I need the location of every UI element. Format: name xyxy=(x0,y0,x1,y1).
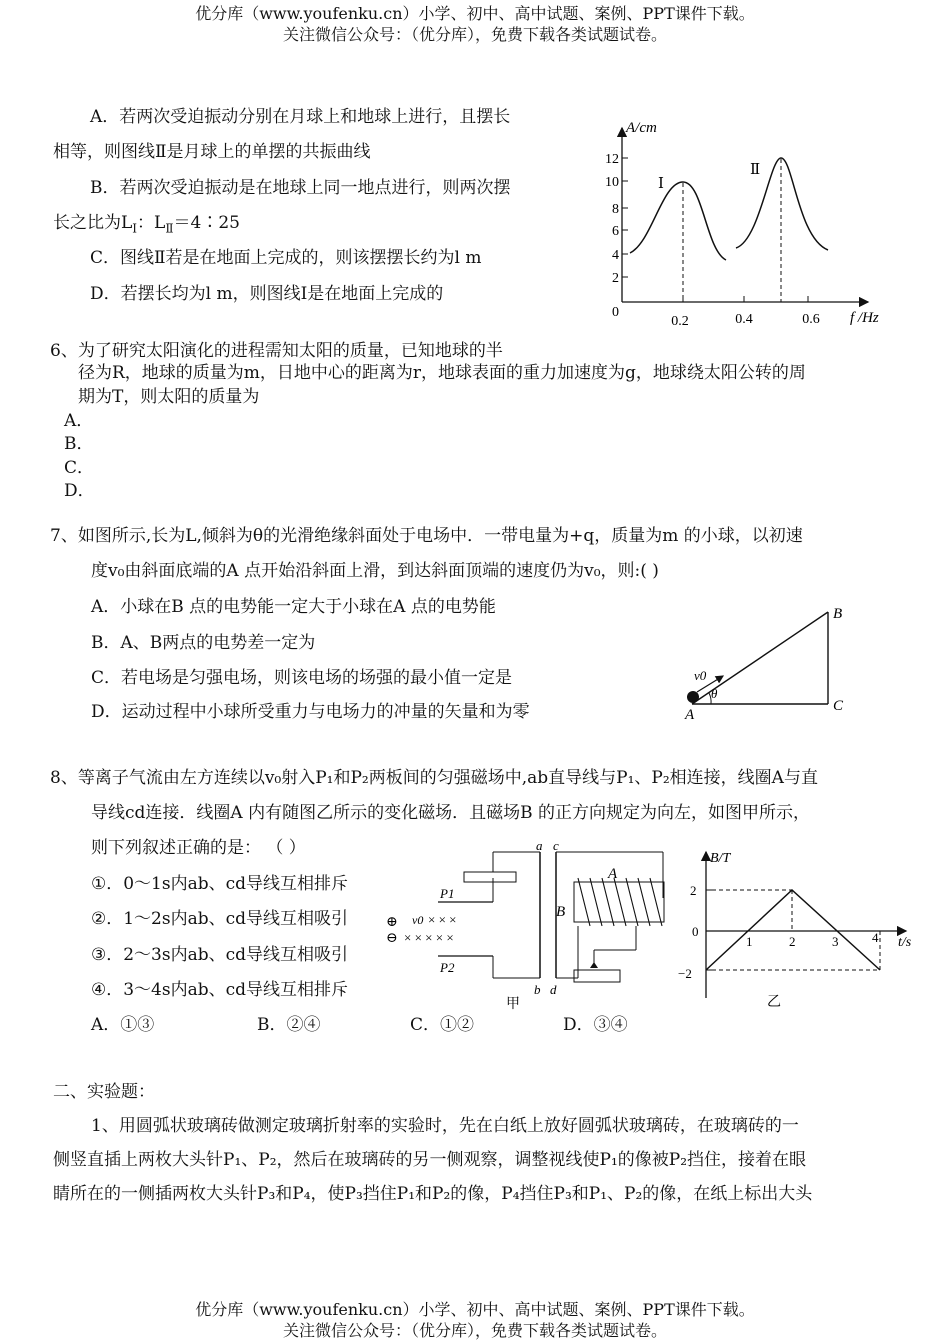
p2-label: P2 xyxy=(440,960,455,975)
q6-line2: 径为R，地球的质量为m，日地中心的距离为r，地球表面的重力加速度为g，地球绕太阳公转的周 xyxy=(78,363,806,383)
experiment-line2: 侧竖直插上两枚大头针P₁、P₂，然后在玻璃砖的另一侧观察，调整视线使P₁的像被P₂挡住，接着在眼 xyxy=(53,1150,807,1170)
q8-statement-3: ③．2～3s内ab、cd导线互相吸引 xyxy=(91,945,349,965)
bt-ytick-minus2: −2 xyxy=(678,966,692,981)
bt-xtick-2: 2 xyxy=(789,934,796,949)
experiment-title: 二、实验题： xyxy=(53,1082,155,1102)
header-line-2: 关注微信公众号：（优分库），免费下载各类试题试卷。 xyxy=(282,25,667,44)
bt-ytick-2: 2 xyxy=(690,883,697,898)
q8-line2: 导线cd连接．线圈A 内有随图乙所示的变化磁场．且磁场B 的正方向规定为向左，如图甲所示， xyxy=(91,803,810,823)
point-b-wire-label: b xyxy=(534,982,541,997)
field-cross-row1: × × × xyxy=(428,912,457,927)
graph-ytick-4: 4 xyxy=(612,248,619,263)
q8-option-b: B．②④ xyxy=(257,1015,321,1035)
p1-label: P1 xyxy=(440,886,455,901)
figure-yi-caption: 乙 xyxy=(767,995,781,1010)
resonance-curve-graph xyxy=(590,110,900,335)
graph-ytick-10: 10 xyxy=(605,175,619,190)
coil-a-label: A xyxy=(608,866,618,882)
graph-ytick-8: 8 xyxy=(612,202,619,217)
q5-option-a-line1: A．若两次受迫振动分别在月球上和地球上进行，且摆长 xyxy=(90,107,511,127)
v0-label: v0 xyxy=(412,913,424,927)
point-c-label: C xyxy=(833,698,844,714)
graph-ytick-2: 2 xyxy=(612,271,619,286)
graph-y-label: A/cm xyxy=(626,120,657,136)
q8-line3: 则下列叙述正确的是： （ ） xyxy=(91,838,306,858)
q5-option-d: D．若摆长均为l m，则图线Ⅰ是在地面上完成的 xyxy=(90,284,444,304)
bt-y-label: B/T xyxy=(710,851,731,866)
footer-line-2: 关注微信公众号：（优分库），免费下载各类试题试卷。 xyxy=(282,1321,667,1340)
q8-option-d: D．③④ xyxy=(563,1015,628,1035)
q6-option-d: D． xyxy=(64,481,95,501)
figure-yi-bt-graph xyxy=(672,846,922,1014)
resonance-curve-1 xyxy=(630,182,726,260)
graph-ytick-6: 6 xyxy=(612,224,619,239)
angle-label: θ xyxy=(711,686,718,701)
q6-option-c: C． xyxy=(64,458,95,478)
q6-option-b: B． xyxy=(64,434,94,454)
point-a-wire-label: a xyxy=(536,838,543,853)
q5-option-a-line2: 相等，则图线Ⅱ是月球上的单摆的共振曲线 xyxy=(53,142,371,162)
q5-ratio-mid: ：L xyxy=(137,213,166,233)
q7-option-d: D．运动过程中小球所受重力与电场力的冲量的矢量和为零 xyxy=(91,702,530,722)
q6-line3: 期为T，则太阳的质量为 xyxy=(78,387,260,407)
q6-option-a: A． xyxy=(64,411,94,431)
q7-option-c: C．若电场是匀强电场，则该电场的场强的最小值一定是 xyxy=(91,668,513,688)
header-line-1: 优分库（www.youfenku.cn）小学、初中、高中试题、案例、PPT课件下载。 xyxy=(195,4,755,23)
q7-line1: 7、如图所示,长为L,倾斜为θ的光滑绝缘斜面处于电场中．一带电量为+q，质量为m 的小球，以初速 xyxy=(50,526,803,546)
field-b-label: B xyxy=(556,904,566,920)
graph-ytick-12: 12 xyxy=(605,152,619,167)
q7-option-b: B．A、B两点的电势差一定为 xyxy=(91,633,316,653)
figure-jia-circuit xyxy=(378,838,688,1013)
q5-ratio-start: 长之比为L xyxy=(53,213,133,233)
negative-ion-icon: ⊖ xyxy=(386,931,398,946)
q8-option-a: A．①③ xyxy=(91,1015,155,1035)
rheostat-slider-icon xyxy=(590,962,598,968)
q8-line1: 8、等离子气流由左方连续以v₀射入P₁和P₂两板间的匀强磁场中,ab直导线与P₁、P₂相连接，线圈A与直 xyxy=(50,768,818,788)
bt-xtick-4: 4 xyxy=(872,930,879,945)
q8-statement-2: ②．1～2s内ab、cd导线互相吸引 xyxy=(91,909,349,929)
rheostat xyxy=(574,970,620,982)
coil-windings xyxy=(578,878,662,926)
experiment-line3: 睛所在的一侧插两枚大头针P₃和P₄，使P₃挡住P₁和P₂的像，P₄挡住P₃和P₁、P₂的像，在纸上标出大头 xyxy=(53,1184,813,1204)
bt-ytick-0: 0 xyxy=(692,924,699,939)
charged-ball xyxy=(687,691,699,703)
q8-option-c: C．①② xyxy=(410,1015,475,1035)
bt-x-label: t/s xyxy=(898,935,912,950)
q5-ratio-sub1: Ⅰ xyxy=(132,221,138,236)
point-a-label: A xyxy=(685,707,695,723)
graph-xtick-0.2: 0.2 xyxy=(671,314,689,329)
bt-field-line xyxy=(706,890,880,970)
figure-jia-caption: 甲 xyxy=(506,997,520,1012)
graph-xtick-0.6: 0.6 xyxy=(802,312,820,327)
graph-origin: 0 xyxy=(612,305,619,320)
graph-x-label: f /Hz xyxy=(850,310,879,326)
positive-ion-icon: ⊕ xyxy=(386,915,398,930)
curve-1-label: Ⅰ xyxy=(658,176,664,192)
curve-2-label: Ⅱ xyxy=(750,162,761,178)
q8-statement-1: ①．0～1s内ab、cd导线互相排斥 xyxy=(91,874,349,894)
field-cross-row2: × × × × × xyxy=(404,930,454,945)
p1-resistor xyxy=(464,872,516,882)
q5-ratio-end: ＝4∶25 xyxy=(173,213,240,233)
point-b-label: B xyxy=(833,606,843,622)
q6-line1: 6、为了研究太阳演化的进程需知太阳的质量，已知地球的半 xyxy=(50,341,503,361)
incline-figure xyxy=(675,600,855,725)
q5-ratio-sub2: Ⅱ xyxy=(165,221,174,236)
velocity-label: v0 xyxy=(694,668,707,683)
q7-option-a: A．小球在B 点的电势能一定大于小球在A 点的电势能 xyxy=(91,597,496,617)
bt-xtick-1: 1 xyxy=(746,934,753,949)
experiment-line1: 1、用圆弧状玻璃砖做测定玻璃折射率的实验时，先在白纸上放好圆弧状玻璃砖，在玻璃砖的一 xyxy=(91,1116,799,1136)
footer-line-1: 优分库（www.youfenku.cn）小学、初中、高中试题、案例、PPT课件下载。 xyxy=(195,1300,755,1319)
q5-option-b-line2 xyxy=(53,212,240,239)
q7-line2: 度v₀由斜面底端的A 点开始沿斜面上滑，到达斜面顶端的速度仍为v₀，则:( ) xyxy=(91,561,659,581)
point-c-wire-label: c xyxy=(553,838,559,853)
q8-statement-4: ④．3～4s内ab、cd导线互相排斥 xyxy=(91,980,349,1000)
bt-xtick-3: 3 xyxy=(832,934,839,949)
q5-option-c: C．图线Ⅱ若是在地面上完成的，则该摆摆长约为l m xyxy=(90,248,482,268)
point-d-wire-label: d xyxy=(550,982,557,997)
q5-option-b-line1: B．若两次受迫振动是在地球上同一地点进行，则两次摆 xyxy=(90,178,511,198)
graph-xtick-0.4: 0.4 xyxy=(735,312,753,327)
